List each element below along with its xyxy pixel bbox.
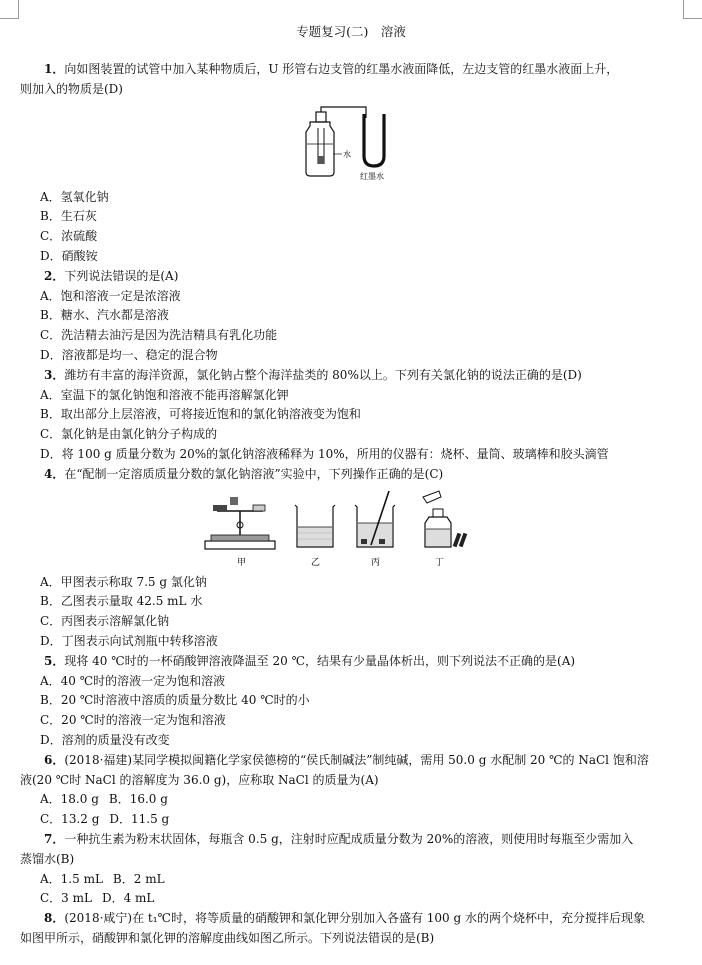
question-8-line-1: 8．(2018·咸宁)在 t₁℃时，将等质量的硝酸钾和氯化钾分别加入各盛有 100 g 水的两个烧杯中，充分搅拌后现象 xyxy=(44,911,645,926)
question-6-options-row-2: C．13.2 g D．11.5 g xyxy=(40,812,170,827)
question-7-line-1: 7．一种抗生素为粉末状固体，每瓶含 0.5 g，注射时应配成质量分数为 20%的溶液，则使用时每瓶至少需加入 xyxy=(44,831,634,846)
reagent-bottle-figure xyxy=(423,491,467,547)
question-7-line-2: 蒸馏水(B) xyxy=(20,851,75,866)
figure-label-yi: 乙 xyxy=(310,557,320,568)
question-1-option-d: D．硝酸铵 xyxy=(40,248,98,263)
question-4-option-c: C．丙图表示溶解氯化钠 xyxy=(40,614,170,629)
question-5-line-1: 5．现将 40 ℃时的一杯硝酸钾溶液降温至 20 ℃，结果有少量晶体析出，则下列说法不正确的是(A) xyxy=(44,653,576,668)
question-1-line-1: 1．向如图装置的试管中加入某种物质后，U 形管右边支管的红墨水液面降低，左边支管的红墨水液面上升， xyxy=(44,62,619,76)
page-corner-mark-right xyxy=(683,0,702,19)
question-1-option-b: B．生石灰 xyxy=(40,209,97,224)
question-2-option-a: A．饱和溶液一定是浓溶液 xyxy=(40,288,181,303)
question-3-line-1: 3．潍坊有丰富的海洋资源，氯化钠占整个海洋盐类的 80%以上。下列有关氯化钠的说法正确的是(D) xyxy=(44,367,582,382)
page-title: 专题复习(二) 溶液 xyxy=(296,24,406,39)
question-list xyxy=(20,60,685,949)
question-1-option-c: C．浓硫酸 xyxy=(40,229,98,244)
question-5-option-c: C．20 ℃时的溶液一定为饱和溶液 xyxy=(40,713,226,728)
question-6-line-2: 液(20 ℃时 NaCl 的溶解度为 36.0 g)，应称取 NaCl 的质量为(A) xyxy=(20,772,379,787)
figure-solution-preparation xyxy=(20,489,685,569)
u-tube-diagram xyxy=(298,104,408,182)
question-8-line-2: 如图甲所示，硝酸钾和氯化钾的溶解度曲线如图乙所示。下列说法错误的是(B) xyxy=(20,930,435,945)
question-4-option-d: D．丁图表示向试剂瓶中转移溶液 xyxy=(40,633,218,648)
water-label: 水 xyxy=(342,149,351,159)
question-7-options-row-1: A．1.5 mL B．2 mL xyxy=(40,871,165,886)
figure-label-bing: 丙 xyxy=(370,557,380,568)
question-7-options-row-2: C．3 mL D．4 mL xyxy=(40,891,155,906)
question-5-option-d: D．溶剂的质量没有改变 xyxy=(40,732,170,747)
question-4-option-b: B．乙图表示量取 42.5 mL 水 xyxy=(40,594,203,609)
red-ink-label: 红墨水 xyxy=(359,171,384,181)
question-3-option-d: D．将 100 g 质量分数为 20%的氯化钠溶液稀释为 10%，所用的仪器有：烧杯、量筒、玻璃棒和胶头滴管 xyxy=(40,446,609,461)
question-1-line-2: 则加入的物质是(D) xyxy=(20,81,123,96)
beaker-stirring-figure xyxy=(355,491,395,547)
question-4-option-a: A．甲图表示称取 7.5 g 氯化钠 xyxy=(40,574,207,589)
question-6-options-row-1: A．18.0 g B．16.0 g xyxy=(40,792,168,807)
question-2-line-1: 2．下列说法错误的是(A) xyxy=(44,268,179,283)
question-2-option-b: B．糖水、汽水都是溶液 xyxy=(40,308,169,323)
figure-label-jia: 甲 xyxy=(236,557,246,568)
question-2-option-c: C．洗洁精去油污是因为洗洁精具有乳化功能 xyxy=(40,328,278,343)
question-1-option-a: A．氢氧化钠 xyxy=(40,189,109,204)
question-3-option-c: C．氯化钠是由氯化钠分子构成的 xyxy=(40,427,218,442)
question-2-option-d: D．溶液都是均一、稳定的混合物 xyxy=(40,347,218,362)
question-5-option-a: A．40 ℃时的溶液一定为饱和溶液 xyxy=(40,673,226,688)
question-3-option-a: A．室温下的氯化钠饱和溶液不能再溶解氯化钾 xyxy=(40,387,289,402)
balance-scale-figure xyxy=(205,497,275,549)
question-6-line-1: 6．(2018·福建)某同学模拟闽籍化学家侯德榜的“侯氏制碱法”制纯碱，需用 50.0 g 水配制 20 ℃的 NaCl 饱和溶 xyxy=(44,752,649,767)
question-4-line-1: 4．在“配制一定溶质质量分数的氯化钠溶液”实验中，下列操作正确的是(C) xyxy=(44,466,444,481)
figure-label-ding: 丁 xyxy=(434,557,444,568)
question-3-option-b: B．取出部分上层溶液，可将接近饱和的氯化钠溶液变为饱和 xyxy=(40,407,361,422)
page-corner-mark-left xyxy=(0,0,19,19)
question-5-option-b: B．20 ℃时溶液中溶质的质量分数比 40 ℃时的小 xyxy=(40,693,310,708)
lab-operations-diagram xyxy=(203,489,503,569)
beaker-figure xyxy=(295,505,335,547)
figure-u-tube-apparatus xyxy=(20,104,685,182)
